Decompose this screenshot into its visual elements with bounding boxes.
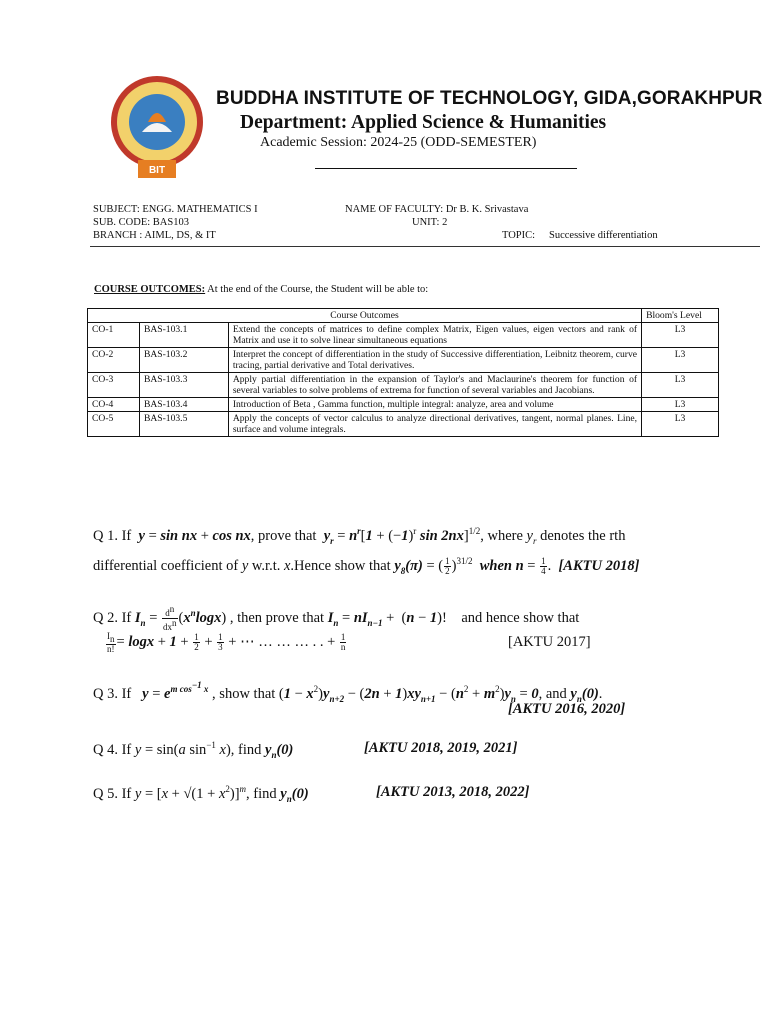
- topic-label: TOPIC:: [502, 230, 536, 241]
- question-1-line-1: Q 1. If y = sin nx + cos nx, prove that $y_r = n^r[1 + (-1)^r$ sin 2nx]$^{1/2}$, where $y_r$ denotes the rth: [93, 526, 626, 546]
- col-course-outcomes: Course Outcomes: [88, 309, 642, 323]
- table-row: [88, 412, 719, 437]
- svg-text:BIT: BIT: [148, 165, 166, 176]
- institute-name: BUDDHA INSTITUTE OF TECHNOLOGY, GIDA,GORAKHPUR: [216, 88, 763, 109]
- co-level: L3: [642, 398, 719, 412]
- branch-label: BRANCH : AIML, DS, & IT: [93, 230, 216, 241]
- co-level: L3: [642, 373, 719, 398]
- meta-divider: [90, 246, 760, 247]
- co-description: Interpret the concept of differentiation in the study of Successive differentiation, Leibnitz theorem, curve tracing, partial derivative and Total derivatives.: [228, 348, 641, 373]
- co-code: BAS-103.5: [139, 412, 228, 437]
- sub-code-label: SUB. CODE: BAS103: [93, 217, 189, 228]
- academic-session: Academic Session: 2024-25 (ODD-SEMESTER): [260, 135, 537, 150]
- question-3-line-1: Q 3. If $y = e^{m cos^{-1} x}$ , show that $(1 - x^2)y_{n+2} - (2n + 1)xy_{n+1} - (n^2 + m^2)y_n = 0$, and $y_n(0)$.: [93, 680, 603, 704]
- topic-value: Successive differentiation: [549, 230, 658, 241]
- co-id: CO-4: [88, 398, 140, 412]
- co-id: CO-5: [88, 412, 140, 437]
- table-row: [88, 373, 719, 398]
- question-5: Q 5. If $y = [x + √(1 + x^2)]^m$, find $y_n(0)$: [93, 784, 309, 804]
- table-row: [88, 398, 719, 412]
- co-code: BAS-103.4: [139, 398, 228, 412]
- institute-logo: [108, 74, 206, 182]
- unit-label: UNIT: 2: [412, 217, 448, 228]
- question-4: Q 4. If y = sin(a $\sin^{-1} x$), find $y_n(0)$: [93, 740, 294, 760]
- co-description: Apply partial differentiation in the expansion of Taylor's and Maclaurine's theorem for function of several variables to solve problems of extrema for function of several variables and Jacobians.: [228, 373, 641, 398]
- question-3-ref: [AKTU 2016, 2020]: [508, 701, 626, 717]
- co-level: L3: [642, 323, 719, 348]
- table-header-row: [88, 309, 719, 323]
- co-code: BAS-103.2: [139, 348, 228, 373]
- co-description: Introduction of Beta , Gamma function, multiple integral: analyze, area and volume: [228, 398, 641, 412]
- co-level: L3: [642, 412, 719, 437]
- question-2-ref: [AKTU 2017]: [508, 634, 591, 650]
- co-id: CO-3: [88, 373, 140, 398]
- question-5-ref: [AKTU 2013, 2018, 2022]: [376, 784, 530, 800]
- col-blooms-level: Bloom's Level: [642, 309, 719, 323]
- table-row: [88, 348, 719, 373]
- course-outcomes-table: [87, 308, 719, 437]
- department-title: Department: Applied Science & Humanities: [240, 112, 607, 133]
- question-4-ref: [AKTU 2018, 2019, 2021]: [364, 740, 518, 756]
- subject-label: SUBJECT: ENGG. MATHEMATICS I: [93, 204, 258, 215]
- co-description: Extend the concepts of matrices to define complex Matrix, Eigen values, eigen vectors and rank of Matrix and use it to solve linear simultaneous equations: [228, 323, 641, 348]
- course-outcomes-heading: COURSE OUTCOMES: At the end of the Course, the Student will be able to:: [94, 284, 429, 295]
- co-level: L3: [642, 348, 719, 373]
- faculty-label: NAME OF FACULTY: Dr B. K. Srivastava: [345, 204, 529, 215]
- question-1-line-2: differential coefficient of y w.r.t. x.Hence show that $y_8(\pi)$ = ( $\frac{1}{2}$ )$^{31/2}$ when n = $\frac{1}{4}$ . [AKTU 2018]: [93, 556, 640, 576]
- table-row: [88, 323, 719, 348]
- co-code: BAS-103.3: [139, 373, 228, 398]
- header-divider: [315, 168, 577, 169]
- co-code: BAS-103.1: [139, 323, 228, 348]
- co-description: Apply the concepts of vector calculus to analyze directional derivatives, tangent, normal planes. Line, surface and volume integrals.: [228, 412, 641, 437]
- co-id: CO-2: [88, 348, 140, 373]
- question-2-line-2: $\frac{I_n}{n!}$ = logx + 1 + $\frac{1}{2}$ + $\frac{1}{3}$ + ⋯ … … … . . + $\frac{1}{n}$: [107, 631, 346, 654]
- question-2-line-1: Q 2. If $I_n$ = $\frac{d^n}{dx^n}$ $(x^n\log x)$ , then prove that $I_n = nI_{n-1} + (n - 1)$! and hence show that: [93, 604, 580, 632]
- co-id: CO-1: [88, 323, 140, 348]
